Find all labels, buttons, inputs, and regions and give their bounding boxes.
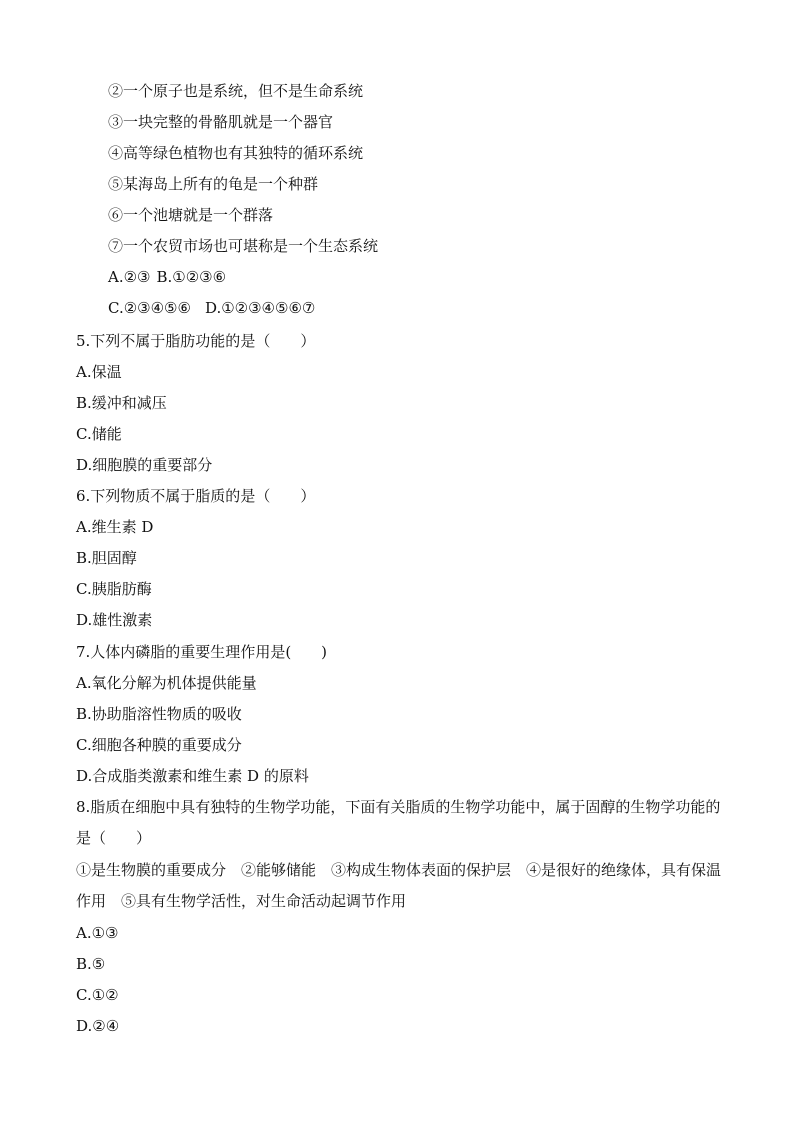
q4-options-row-1 — [108, 267, 226, 287]
statement-3: ③一块完整的骨骼肌就是一个器官 — [108, 113, 334, 131]
q5-option-b: B.缓冲和减压 — [76, 394, 167, 412]
q5-option-a: A.保温 — [76, 363, 122, 381]
q4-option-d: D.①②③④⑤⑥⑦ — [204, 299, 316, 317]
q7-stem: 7.人体内磷脂的重要生理作用是( ) — [76, 643, 328, 661]
q8-statements: ①是生物膜的重要成分 ②能够储能 ③构成生物体表面的保护层 ④是很好的绝缘体，具有保温作用 ⑤具有生物学活性，对生命活动起调节作用 — [76, 861, 722, 910]
q6-stem: 6.下列物质不属于脂质的是（ ） — [76, 487, 316, 505]
statement-6: ⑥一个池塘就是一个群落 — [108, 206, 274, 224]
statement-4: ④高等绿色植物也有其独特的循环系统 — [108, 144, 364, 162]
q6-option-a: A.维生素 D — [76, 518, 154, 536]
q5-stem: 5.下列不属于脂肪功能的是（ ） — [76, 332, 316, 350]
statement-7: ⑦一个农贸市场也可堪称是一个生态系统 — [108, 237, 379, 255]
q6-option-c: C.胰脂肪酶 — [76, 580, 152, 598]
q8-stem: 8.脂质在细胞中具有独特的生物学功能，下面有关脂质的生物学功能中，属于固醇的生物学功能的是（ ） — [76, 798, 721, 847]
q4-option-a: A.②③ — [108, 268, 151, 286]
q7-option-d: D.合成脂类激素和维生素 D 的原料 — [76, 767, 309, 785]
q8-option-d: D.②④ — [76, 1017, 120, 1035]
q5-option-c: C.储能 — [76, 425, 122, 443]
q4-option-c: C.②③④⑤⑥ — [108, 299, 191, 317]
q6-option-d: D.雄性激素 — [76, 611, 153, 629]
q7-option-c: C.细胞各种膜的重要成分 — [76, 736, 242, 754]
q8-option-a: A.①③ — [76, 924, 119, 942]
q4-options-row-2 — [108, 298, 315, 318]
q6-option-b: B.胆固醇 — [76, 549, 137, 567]
q8-option-c: C.①② — [76, 986, 119, 1004]
q7-option-a: A.氧化分解为机体提供能量 — [76, 674, 257, 692]
q7-option-b: B.协助脂溶性物质的吸收 — [76, 705, 242, 723]
q4-option-b: B.①②③⑥ — [156, 268, 227, 286]
q5-option-d: D.细胞膜的重要部分 — [76, 456, 213, 474]
q8-option-b: B.⑤ — [76, 955, 106, 973]
statement-2: ②一个原子也是系统，但不是生命系统 — [108, 82, 364, 100]
statement-5: ⑤某海岛上所有的龟是一个种群 — [108, 175, 319, 193]
